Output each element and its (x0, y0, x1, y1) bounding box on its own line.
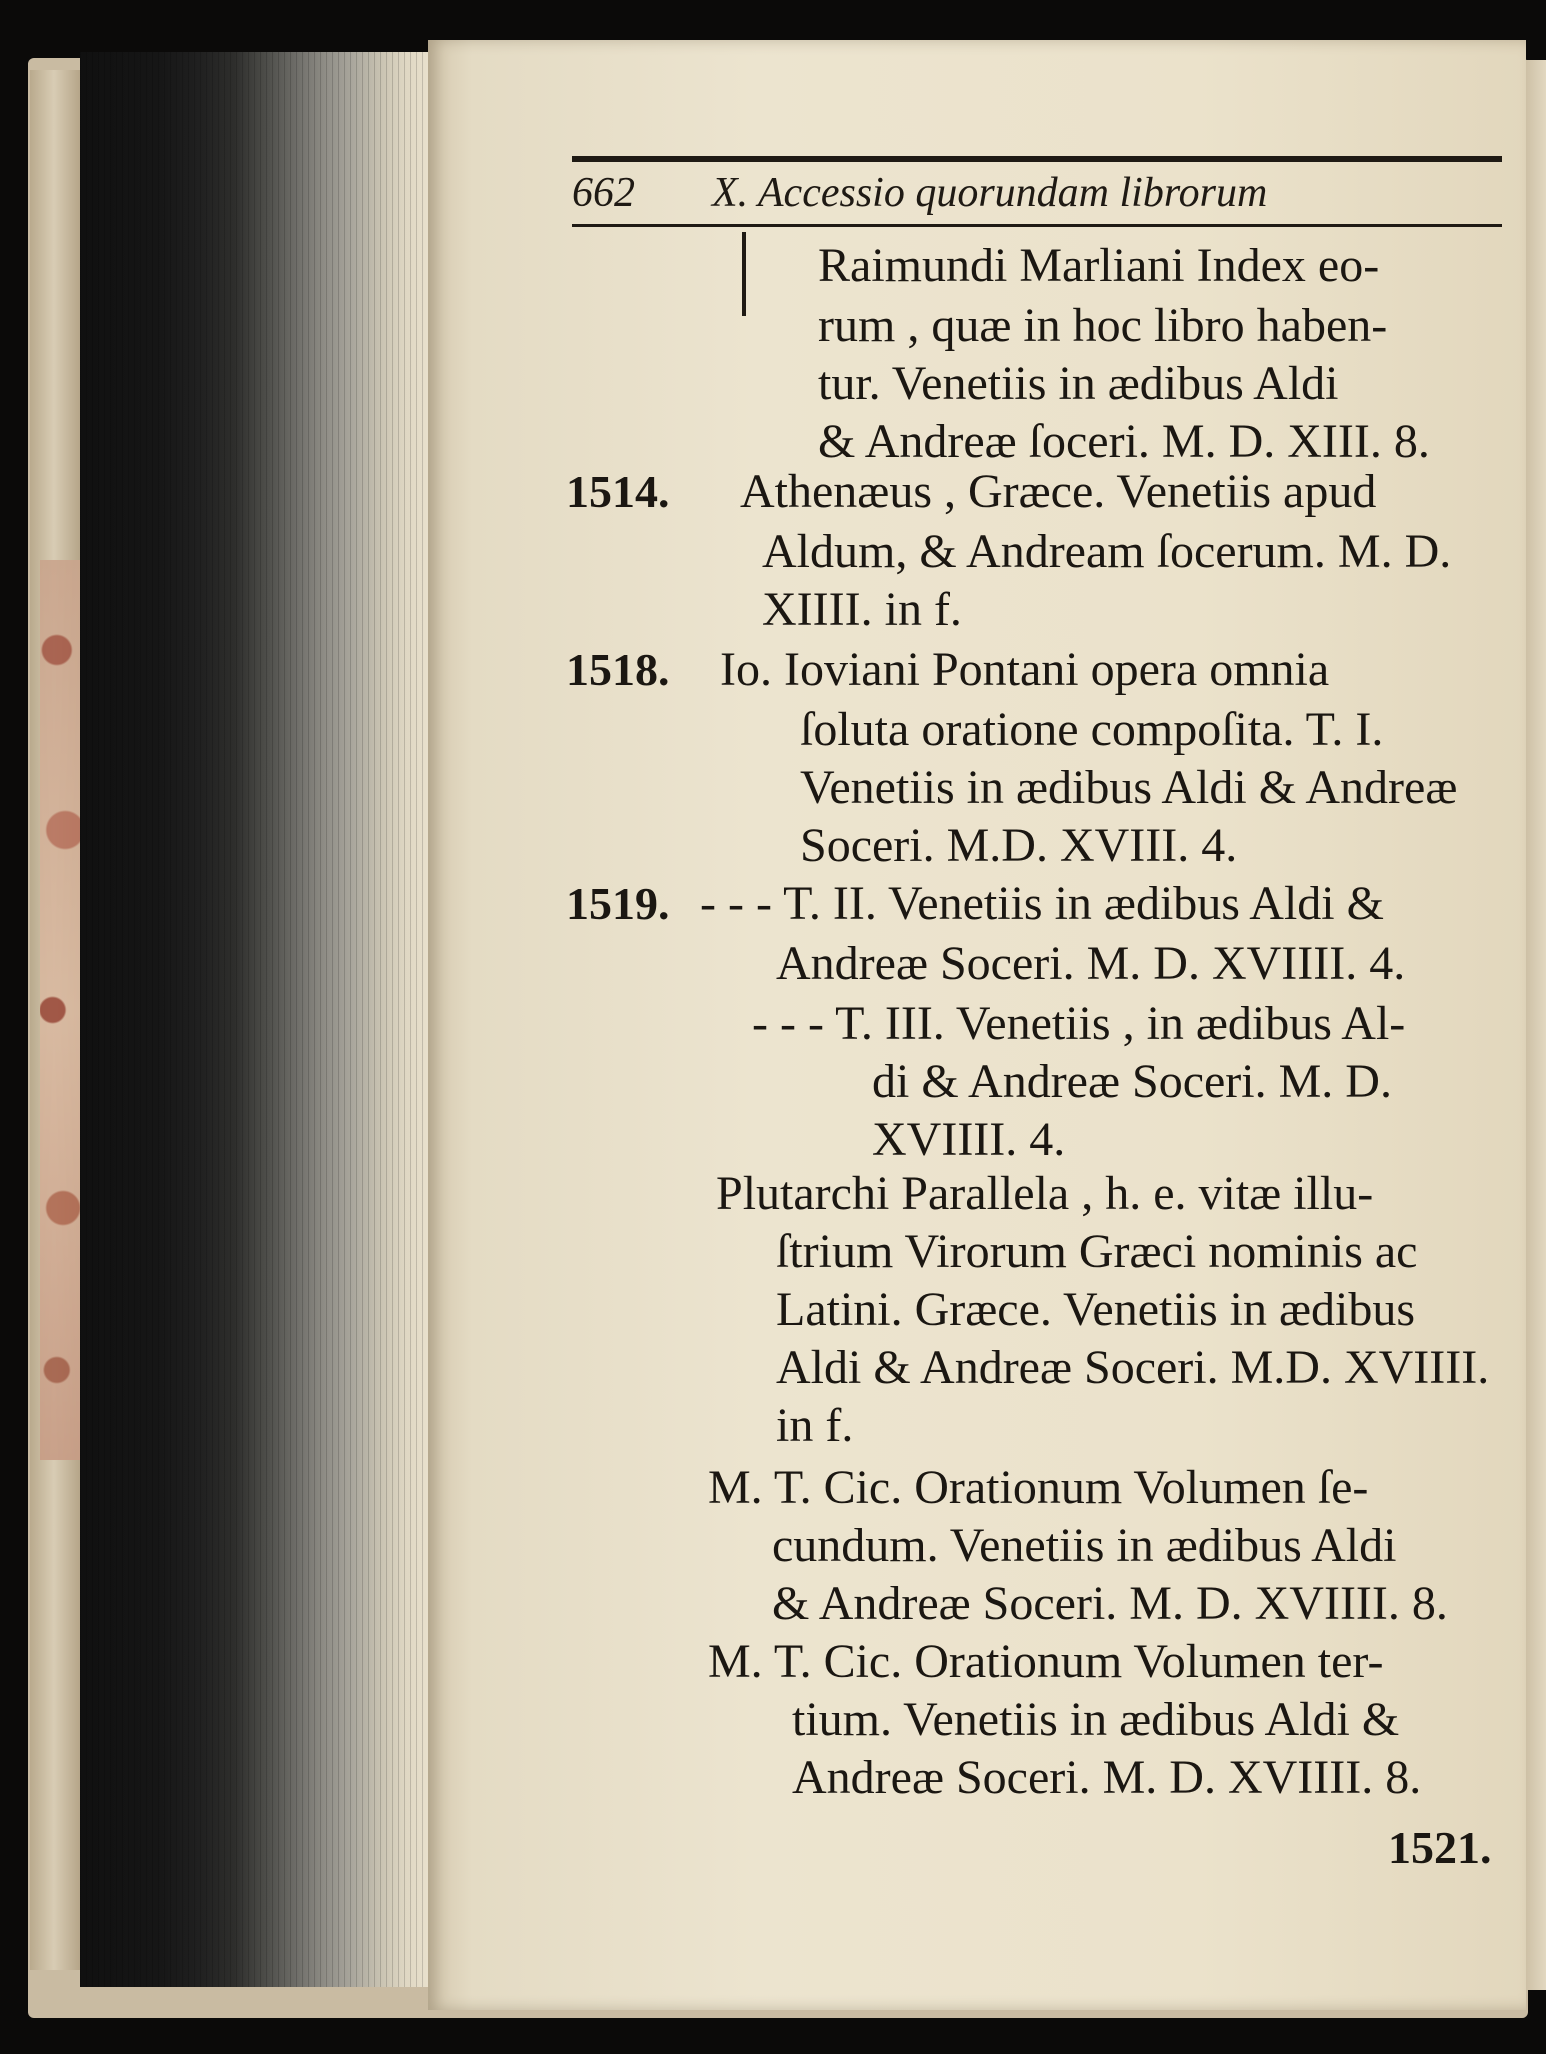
text-line: cundum. Venetiis in ædibus Aldi (772, 1519, 1397, 1572)
text-line: Andreæ Soceri. M. D. XVIIII. 4. (776, 937, 1406, 990)
text-line: Raimundi Marliani Index eo- (818, 239, 1380, 292)
text-line: M. T. Cic. Orationum Volumen ter- (708, 1635, 1384, 1688)
text-line: rum , quæ in hoc libro haben- (818, 299, 1388, 352)
text-line: Venetiis in ædibus Aldi & Andreæ (800, 761, 1458, 814)
text-line: Aldi & Andreæ Soceri. M.D. XVIIII. (776, 1341, 1490, 1394)
text-line: tium. Venetiis in ædibus Aldi & (792, 1693, 1400, 1746)
text-line: Aldum, & Andream ſocerum. M. D. (762, 525, 1452, 578)
bracket-mark (742, 232, 746, 316)
year-label: 1518. (566, 644, 670, 695)
page-edges (80, 52, 430, 1987)
text-line: ſoluta oratione compoſita. T. I. (800, 703, 1384, 756)
text-line: Latini. Græce. Venetiis in ædibus (776, 1283, 1416, 1336)
text-line: - - - T. II. Venetiis in ædibus Aldi & (700, 877, 1384, 930)
text-line: M. T. Cic. Orationum Volumen ſe- (708, 1461, 1369, 1514)
text-line: Andreæ Soceri. M. D. XVIIII. 8. (792, 1751, 1422, 1804)
text-line: XVIIII. 4. (872, 1113, 1066, 1166)
year-label: 1514. (566, 466, 670, 517)
text-line: Athenæus , Græce. Venetiis apud (740, 465, 1377, 518)
running-head-title: X. Accessio quorundam librorum (712, 170, 1268, 216)
text-line: ſtrium Virorum Græci nominis ac (776, 1225, 1418, 1278)
text-line: in f. (776, 1399, 854, 1452)
text-line: Soceri. M.D. XVIII. 4. (800, 819, 1238, 872)
catchword: 1521. (1388, 1822, 1492, 1873)
page-number: 662 (572, 170, 635, 216)
running-head (572, 162, 1502, 224)
text-line: XIIII. in f. (762, 583, 962, 636)
text-line: Io. Ioviani Pontani opera omnia (720, 643, 1330, 696)
text-line: Plutarchi Parallela , h. e. vitæ illu- (716, 1167, 1374, 1220)
text-line: & Andreæ ſoceri. M. D. XIII. 8. (818, 415, 1430, 468)
text-line: tur. Venetiis in ædibus Aldi (818, 357, 1339, 410)
head-rule-bottom (572, 224, 1502, 227)
year-label: 1519. (566, 878, 670, 929)
text-line: di & Andreæ Soceri. M. D. (872, 1055, 1392, 1108)
marbled-cover-pattern (40, 560, 82, 1460)
text-line: - - - T. III. Venetiis , in ædibus Al- (752, 997, 1406, 1050)
text-line: & Andreæ Soceri. M. D. XVIIII. 8. (772, 1577, 1448, 1630)
